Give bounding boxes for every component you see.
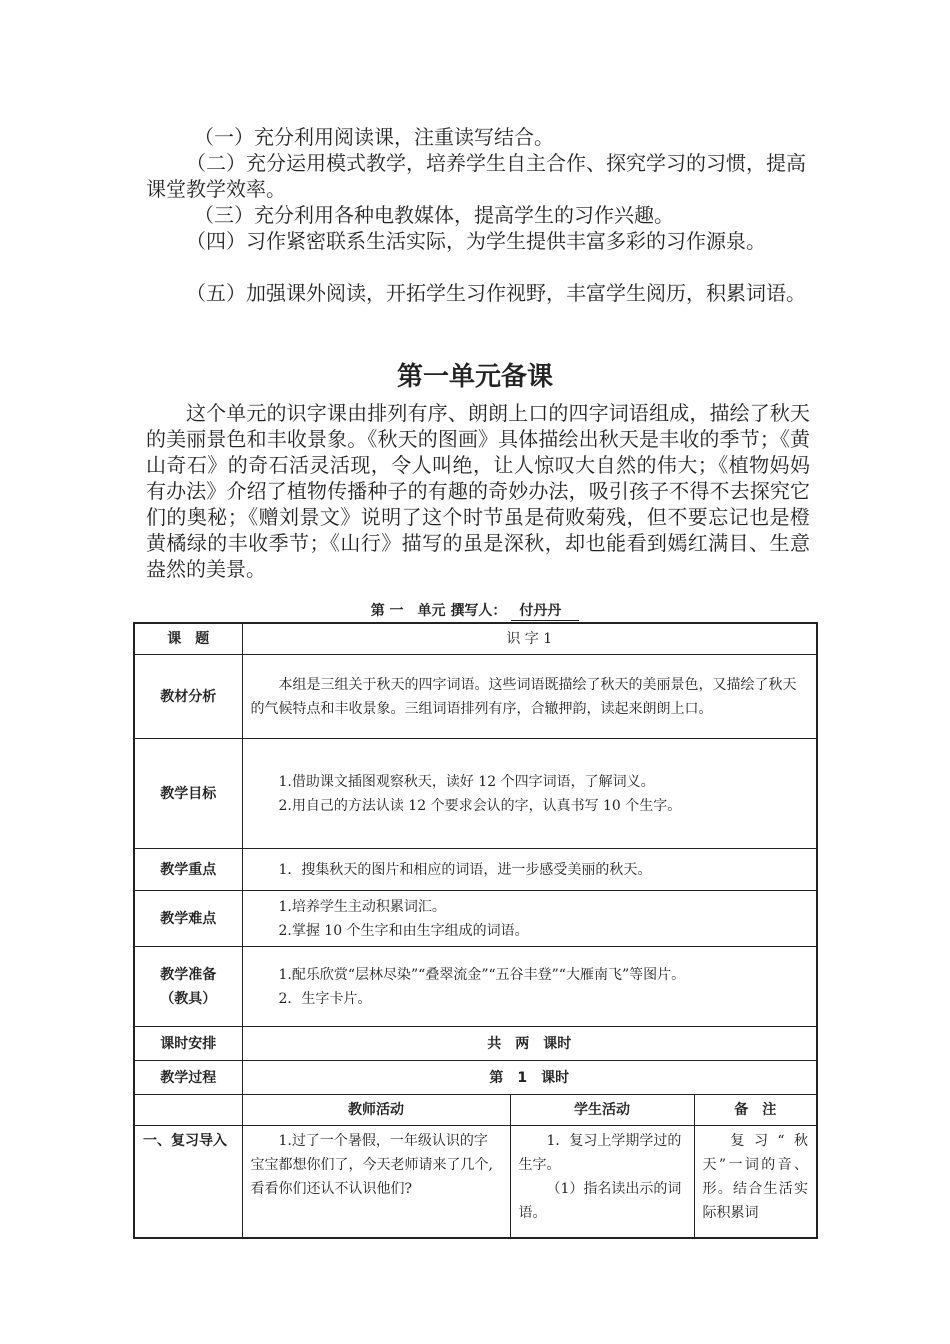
analysis-label: 教材分析 bbox=[134, 655, 242, 739]
caption-writer: 付丹丹 bbox=[511, 600, 579, 621]
process-label: 教学过程 bbox=[134, 1061, 242, 1095]
difficulty-label: 教学难点 bbox=[134, 891, 242, 947]
goals-label: 教学目标 bbox=[134, 739, 242, 849]
prep-label-1: 教学准备 bbox=[160, 966, 217, 983]
table-caption bbox=[0, 600, 950, 621]
prep-label bbox=[134, 947, 242, 1027]
prep-cell bbox=[242, 947, 817, 1027]
analysis-text: 本组是三组关于秋天的四字词语。这些词语既描绘了秋天的美丽景色，又描绘了秋天的气候特点和丰收景象。三组词语排列有序，合辙押韵，读起来朗朗上口。 bbox=[242, 655, 817, 739]
unit-intro: 这个单元的识字课由排列有序、朗朗上口的四字词语组成，描绘了秋天的美丽景色和丰收景象。《秋天的图画》具体描绘出秋天是丰收的季节；《黄山奇石》的奇石活灵活现，令人叫绝，让人惊叹大自然的伟大；《植物妈妈有办法》介绍了植物传播种子的有趣的奇妙办法，吸引孩子不得不去探究它们的奥秘；《赠刘景文》说明了这个时节虽是荷败菊残，但不要忘记也是橙黄橘绿的丰收季节；《山行》描写的虽是深秋，却也能看到嫣红满目、生意盎然的美景。 bbox=[146, 401, 810, 581]
col-note: 备 注 bbox=[694, 1095, 817, 1126]
schedule-value: 共 两 课时 bbox=[242, 1027, 817, 1061]
prep-1: 1.配乐欣赏“层林尽染”“叠翠流金”“五谷丰登”“大雁南飞”等图片。 bbox=[278, 966, 686, 983]
prep-label-2: （教具） bbox=[160, 990, 217, 1007]
header-empty bbox=[134, 1095, 242, 1126]
caption-unit: 第 一 单元 bbox=[370, 603, 446, 619]
key-text: 1．搜集秋天的图片和相应的词语，进一步感受美丽的秋天。 bbox=[242, 849, 817, 891]
topic-label: 课 题 bbox=[134, 623, 242, 655]
difficulty-cell bbox=[242, 891, 817, 947]
topic-value: 识 字 1 bbox=[242, 623, 817, 655]
goal-2: 2.用自己的方法认读 12 个要求会认的字，认真书写 10 个生字。 bbox=[278, 797, 682, 814]
strategy-3: （三）充分利用各种电教媒体，提高学生的习作兴趣。 bbox=[194, 203, 674, 227]
strategy-4: （四）习作紧密联系生活实际，为学生提供丰富多彩的习作源泉。 bbox=[186, 229, 766, 253]
strategy-5: （五）加强课外阅读，开拓学生习作视野，丰富学生阅历，积累词语。 bbox=[186, 281, 806, 305]
step1-teacher: 1.过了一个暑假，一年级认识的字宝宝都想你们了，今天老师请来了几个,看看你们还认不认识他们? bbox=[242, 1126, 510, 1238]
strategy-1: （一）充分利用阅读课，注重读写结合。 bbox=[194, 125, 554, 149]
caption-writer-label: 撰写人： bbox=[450, 603, 507, 619]
col-student: 学生活动 bbox=[510, 1095, 694, 1126]
schedule-label: 课时安排 bbox=[134, 1027, 242, 1061]
strategy-2: （二）充分运用模式教学，培养学生自主合作、探究学习的习惯，提高课堂教学效率。 bbox=[146, 151, 806, 201]
step1-student bbox=[510, 1126, 694, 1238]
col-teacher: 教师活动 bbox=[242, 1095, 510, 1126]
unit-title: 第一单元备课 bbox=[396, 362, 553, 392]
step1-student-2: （1）指名读出示的词语。 bbox=[518, 1181, 682, 1221]
prep-2: 2．生字卡片。 bbox=[278, 990, 372, 1007]
lesson-plan-table bbox=[133, 622, 818, 1239]
step1-note: 复习“秋天”一词的音、形。结合生活实际积累词 bbox=[694, 1126, 817, 1238]
goal-1: 1.借助课文插图观察秋天，读好 12 个四字词语，了解词义。 bbox=[278, 773, 655, 790]
goals-cell bbox=[242, 739, 817, 849]
difficulty-2: 2.掌握 10 个生字和由生字组成的词语。 bbox=[278, 922, 529, 939]
difficulty-1: 1.培养学生主动积累词汇。 bbox=[278, 898, 446, 915]
key-label: 教学重点 bbox=[134, 849, 242, 891]
step1-label: 一、复习导入 bbox=[134, 1126, 242, 1238]
process-value: 第 1 课时 bbox=[242, 1061, 817, 1095]
step1-student-1: 1．复习上学期学过的生字。 bbox=[518, 1133, 682, 1173]
